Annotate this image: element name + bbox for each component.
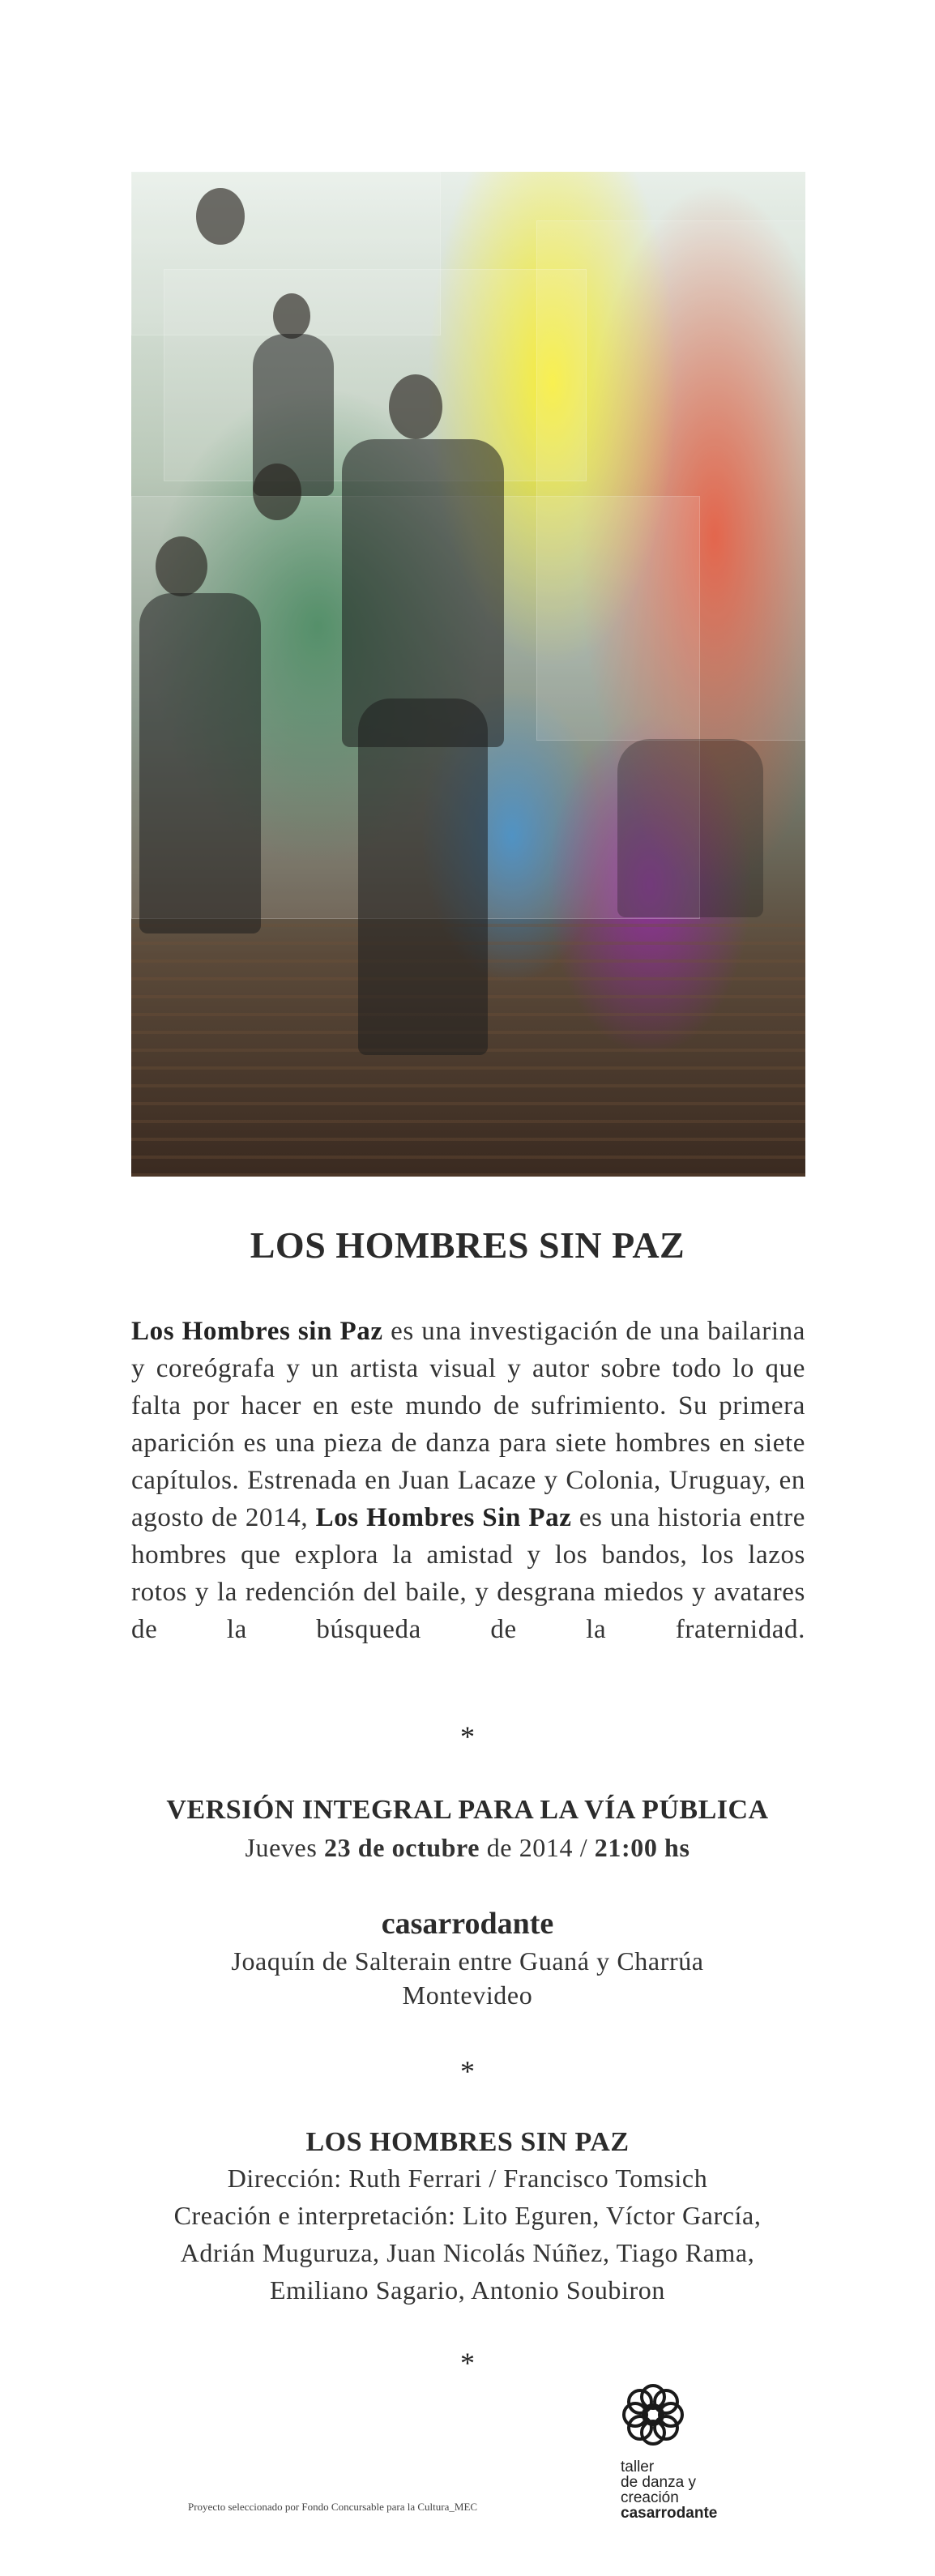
- logo-line-bold: casarrodante: [621, 2505, 718, 2522]
- credits-line: Dirección: Ruth Ferrari / Francisco Tomsich: [227, 2164, 708, 2193]
- logo-line: creación: [621, 2489, 679, 2506]
- description-paragraph: [131, 1313, 805, 1648]
- credits-line: Creación e interpretación: Lito Eguren, Víctor García,: [173, 2201, 762, 2230]
- separator-asterisk: *: [460, 1720, 475, 1753]
- credits-line: Emiliano Sagario, Antonio Soubiron: [270, 2275, 665, 2305]
- description-bold-2: Los Hombres Sin Paz: [315, 1503, 572, 1532]
- venue-address: Joaquín de Salterain entre Guaná y Charrúa: [231, 1946, 704, 1976]
- description-bold-1: Los Hombres sin Paz: [131, 1317, 383, 1346]
- performance-date: 23 de octubre: [324, 1833, 480, 1862]
- performance-year: de 2014 /: [480, 1833, 595, 1862]
- hero-photo-collage: [131, 172, 805, 1177]
- logo-line: de danza y: [621, 2474, 696, 2491]
- performance-day: Jueves: [245, 1833, 324, 1862]
- separator-asterisk: *: [460, 2055, 475, 2087]
- performance-heading: VERSIÓN INTEGRAL PARA LA VÍA PÚBLICA: [166, 1795, 769, 1825]
- performance-datetime: [0, 1833, 935, 1863]
- separator-asterisk: *: [460, 2347, 475, 2379]
- description-text-2: es una historia entre hombres que explora la amistad y los bandos, los lazos rotos y la redención del baile, y desgrana miedos y avatares de la búsqueda de la fraternidad.: [131, 1503, 805, 1644]
- page-title: LOS HOMBRES SIN PAZ: [250, 1224, 685, 1266]
- logo-wordmark: [621, 2459, 717, 2521]
- footer-note: Proyecto seleccionado por Fondo Concursable para la Cultura_MEC: [188, 2501, 478, 2513]
- casarrodante-logo-icon: [613, 2374, 694, 2455]
- logo-line: taller: [621, 2459, 655, 2476]
- credits-heading: LOS HOMBRES SIN PAZ: [305, 2127, 630, 2157]
- description-text-1: es una investigación de una bailarina y coreógrafa y un artista visual y autor sobre todo lo que falta por hacer en este mundo de sufrimiento. Su primera aparición es una pieza de danza para siete hombres en siete capítulos. Estrenada en Juan Lacaze y Colonia, Uruguay, en agosto de 2014,: [131, 1317, 805, 1532]
- credits-line: Adrián Muguruza, Juan Nicolás Núñez, Tiago Rama,: [180, 2238, 755, 2267]
- venue-city: Montevideo: [402, 1980, 533, 2010]
- venue-name: casarrodante: [381, 1907, 554, 1941]
- performance-time: 21:00 hs: [594, 1833, 690, 1862]
